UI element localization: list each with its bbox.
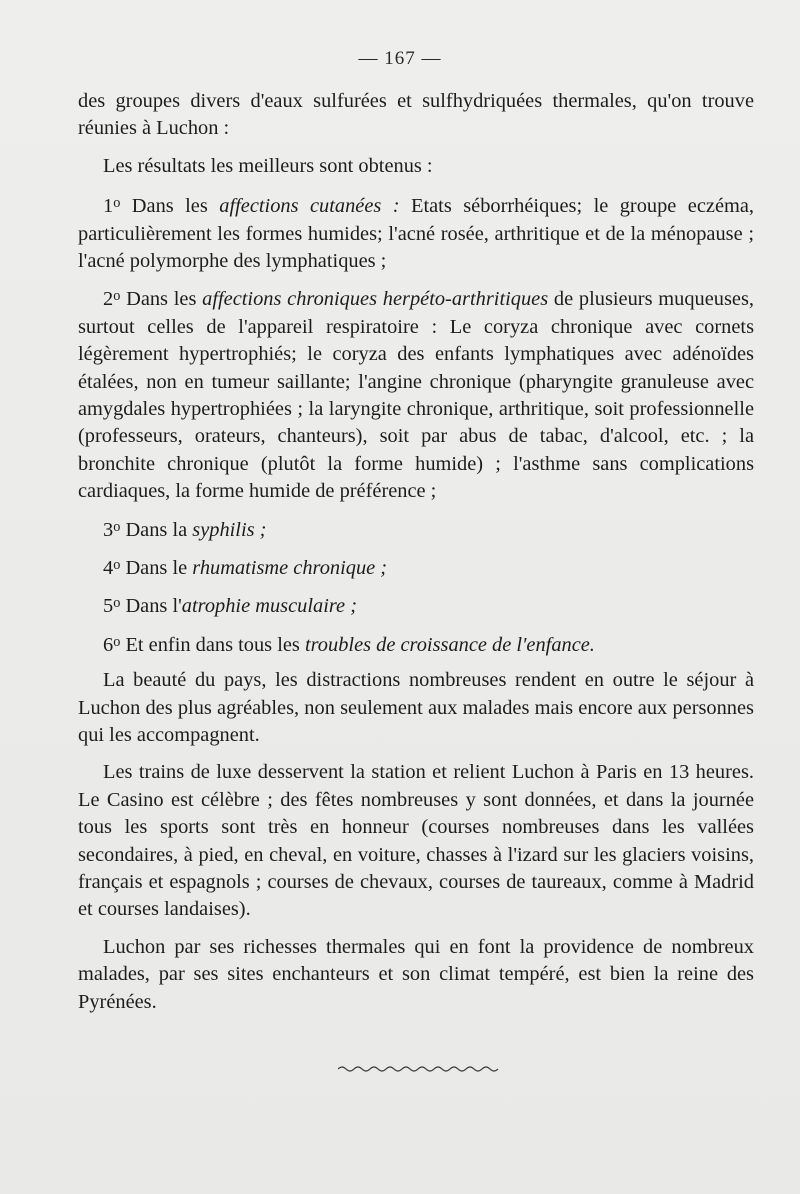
degree-sign: o	[113, 195, 121, 212]
list-emphasis: syphilis ;	[192, 518, 267, 541]
list-number: 3	[103, 518, 114, 541]
list-emphasis: troubles de croissance de l'enfance.	[304, 633, 595, 656]
degree-sign: o	[113, 518, 121, 535]
list-emphasis: rhumatisme chronique ;	[192, 557, 388, 580]
paragraph-results: Les résultats les meilleurs sont obtenus :	[103, 154, 433, 177]
list-item-6	[78, 629, 754, 659]
body-text	[78, 88, 754, 1026]
list-prefix: Dans les	[120, 195, 220, 218]
paragraph-beauty: La beauté du pays, les distractions nombreuses rendent en outre le séjour à Luchon des plus agréables, non seulement aux malades mais encore aux personnes qui les accompagnent.	[78, 669, 754, 747]
degree-sign: o	[113, 633, 121, 650]
list-item-2	[78, 283, 754, 505]
list-number: 2	[103, 288, 114, 311]
degree-sign: o	[113, 595, 121, 612]
list-text: Etats séborrhéiques; le groupe eczéma, particulièrement les formes humides; l'acné rosée, arthritique et de la ménopause ; l'acné polymorphe des lymphatiques ;	[78, 195, 755, 273]
list-number: 4	[103, 557, 114, 580]
list-item-4	[78, 552, 754, 582]
list-item-5	[78, 590, 754, 620]
paragraph-intro: des groupes divers d'eaux sulfurées et sulfhydriquées thermales, qu'on trouve réunies à Luchon :	[78, 90, 754, 140]
list-emphasis: affections chroniques herpéto-arthritiques	[202, 288, 549, 311]
list-prefix: Dans l'	[120, 595, 182, 618]
paragraph-conclusion: Luchon par ses richesses thermales qui en font la providence de nombreux malades, par ses sites enchanteurs et son climat tempéré, est bien la reine des Pyrénées.	[78, 935, 754, 1013]
list-prefix: Dans le	[120, 557, 193, 580]
list-prefix: Dans les	[120, 288, 203, 311]
list-number: 1	[103, 195, 114, 218]
list-emphasis: affections cutanées :	[219, 195, 400, 218]
list-prefix: Et enfin dans tous les	[120, 633, 305, 656]
list-prefix: Dans la	[120, 518, 193, 541]
list-emphasis: atrophie musculaire ;	[181, 595, 357, 618]
degree-sign: o	[113, 557, 121, 574]
page-number: — 167 —	[358, 48, 442, 69]
list-number: 6	[103, 633, 114, 656]
list-number: 5	[103, 595, 114, 618]
list-text: de plusieurs muqueuses, surtout celles de l'appareil respiratoire : Le coryza chronique avec cornets légèrement hypertrophiés; le coryza des enfants lymphatiques avec adénoïdes étalées, non en tumeur saillante; l'angine chronique (pharyngite granuleuse avec amygdales hypertrophiées ; la laryngite chronique, arthritique, soit professionnelle (professeurs, orateurs, chanteurs), soit par abus de tabac, d'alcool, etc. ; la bronchite chronique (plutôt la forme humide) ; l'asthme sans complications cardiaques, la forme humide de préférence ;	[78, 288, 754, 503]
decorative-flourish	[338, 1063, 502, 1073]
degree-sign: o	[113, 288, 121, 305]
list-item-1	[78, 190, 754, 275]
list-item-3	[78, 514, 754, 544]
paragraph-trains: Les trains de luxe desservent la station et relient Luchon à Paris en 13 heures. Le Casino est célèbre ; des fêtes nombreuses y sont données, et dans la journée tous les sports sont très en honneur (courses nombreuses dans les vallées secondaires, à pied, en cheval, en voiture, chasses à l'izard sur les glaciers voisins, français et espagnols ; courses de chevaux, courses de taureaux, comme à Madrid et courses landaises).	[78, 761, 754, 921]
